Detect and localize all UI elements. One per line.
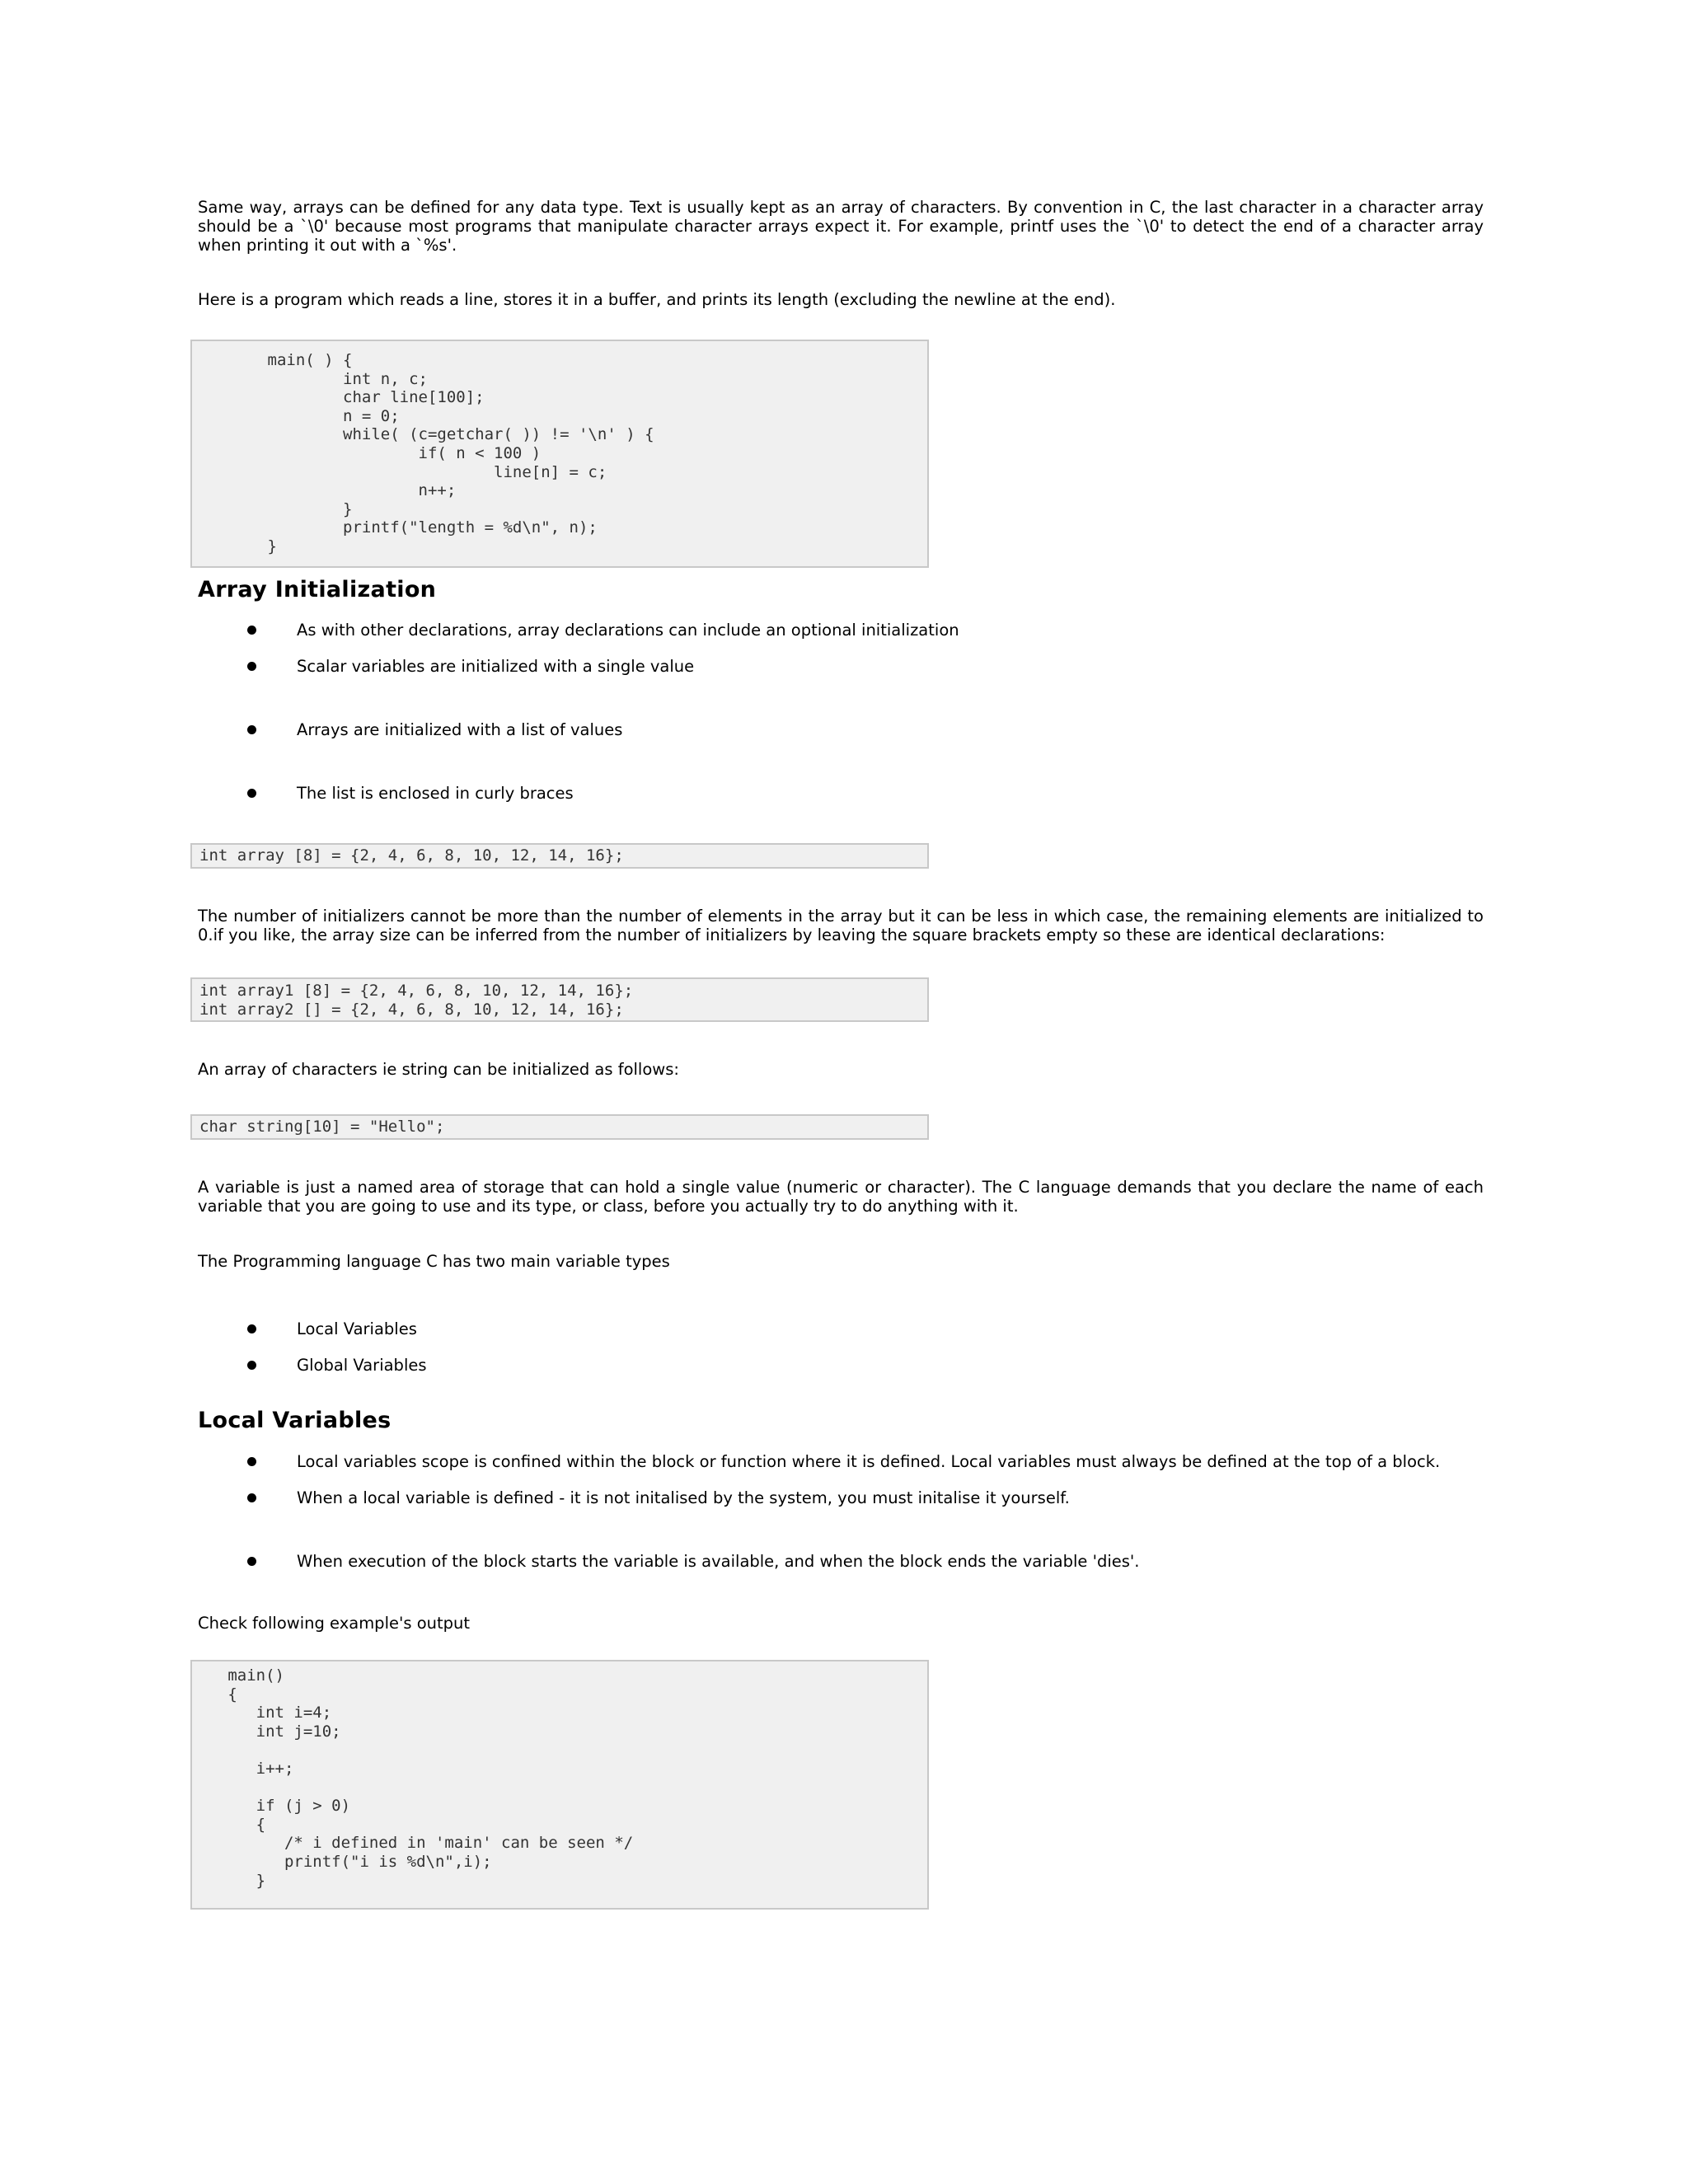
- code-block-array-init: int array [8] = {2, 4, 6, 8, 10, 12, 14, 16};: [190, 843, 929, 869]
- bullet-icon: [247, 626, 256, 635]
- string-init-paragraph: An array of characters ie string can be initialized as follows:: [198, 1060, 679, 1079]
- local-variables-bullets: [198, 1452, 1484, 1571]
- list-item: Local Variables: [198, 1319, 1484, 1338]
- variable-types-list: [198, 1319, 1484, 1375]
- code-block-identical-declarations: int array1 [8] = {2, 4, 6, 8, 10, 12, 14, 16}; int array2 [] = {2, 4, 6, 8, 10, 12, 14, 16};: [190, 977, 929, 1022]
- bullet-icon: [247, 1324, 256, 1333]
- list-item: The list is enclosed in curly braces: [198, 784, 1484, 803]
- program-description: Here is a program which reads a line, stores it in a buffer, and prints its length (excluding the newline at the end).: [198, 290, 1116, 309]
- example-output-paragraph: Check following example's output: [198, 1614, 471, 1633]
- list-item: Arrays are initialized with a list of values: [198, 720, 1484, 739]
- variable-definition-paragraph: A variable is just a named area of storage that can hold a single value (numeric or character). The C language demands that you declare the name of each variable that you are going to use and its type, or class, before you actually try to do anything with it.: [198, 1178, 1484, 1216]
- bullet-icon: [247, 1493, 256, 1502]
- array-init-bullets: [198, 621, 1484, 803]
- bullet-icon: [247, 1557, 256, 1566]
- document-page: [198, 198, 1484, 1910]
- bullet-icon: [247, 725, 256, 734]
- variable-types-paragraph: The Programming language C has two main variable types: [198, 1252, 670, 1271]
- code-block-string-init: char string[10] = "Hello";: [190, 1114, 929, 1140]
- list-item: Scalar variables are initialized with a single value: [198, 657, 1484, 676]
- list-item: As with other declarations, array declarations can include an optional initialization: [198, 621, 1484, 640]
- code-block-line-length: main( ) { int n, c; char line[100]; n = 0; while( (c=getchar( )) != '\n' ) { if( n < 100 ) line[n] = c; n++; } printf("length = %d\n", n); }: [190, 340, 929, 568]
- list-item: When a local variable is defined - it is not initalised by the system, you must initalise it yourself.: [198, 1488, 1484, 1507]
- bullet-icon: [247, 789, 256, 798]
- bullet-icon: [247, 1361, 256, 1370]
- bullet-icon: [247, 662, 256, 671]
- heading-local-variables: Local Variables: [198, 1408, 392, 1433]
- list-item: When execution of the block starts the variable is available, and when the block ends the variable 'dies'.: [198, 1552, 1484, 1571]
- initializers-paragraph: The number of initializers cannot be more than the number of elements in the array but it can be less in which case, the remaining elements are initialized to 0.if you like, the array size can be inferred from the number of initializers by leaving the square brackets empty so these are identical declarations:: [198, 907, 1484, 944]
- intro-paragraph: Same way, arrays can be defined for any data type. Text is usually kept as an array of characters. By convention in C, the last character in a character array should be a `\0' because most programs that manipulate character arrays expect it. For example, printf uses the `\0' to detect the end of a character array when printing it out with a `%s'.: [198, 198, 1484, 255]
- list-item: Local variables scope is confined within the block or function where it is defined. Local variables must always be defined at the top of a block.: [198, 1452, 1484, 1471]
- code-block-local-variable-example: main() { int i=4; int j=10; i++; if (j > 0) { /* i defined in 'main' can be seen */ printf("i is %d\n",i); }: [190, 1660, 929, 1910]
- bullet-icon: [247, 1457, 256, 1466]
- heading-array-initialization: Array Initialization: [198, 577, 437, 602]
- list-item: Global Variables: [198, 1356, 1484, 1375]
